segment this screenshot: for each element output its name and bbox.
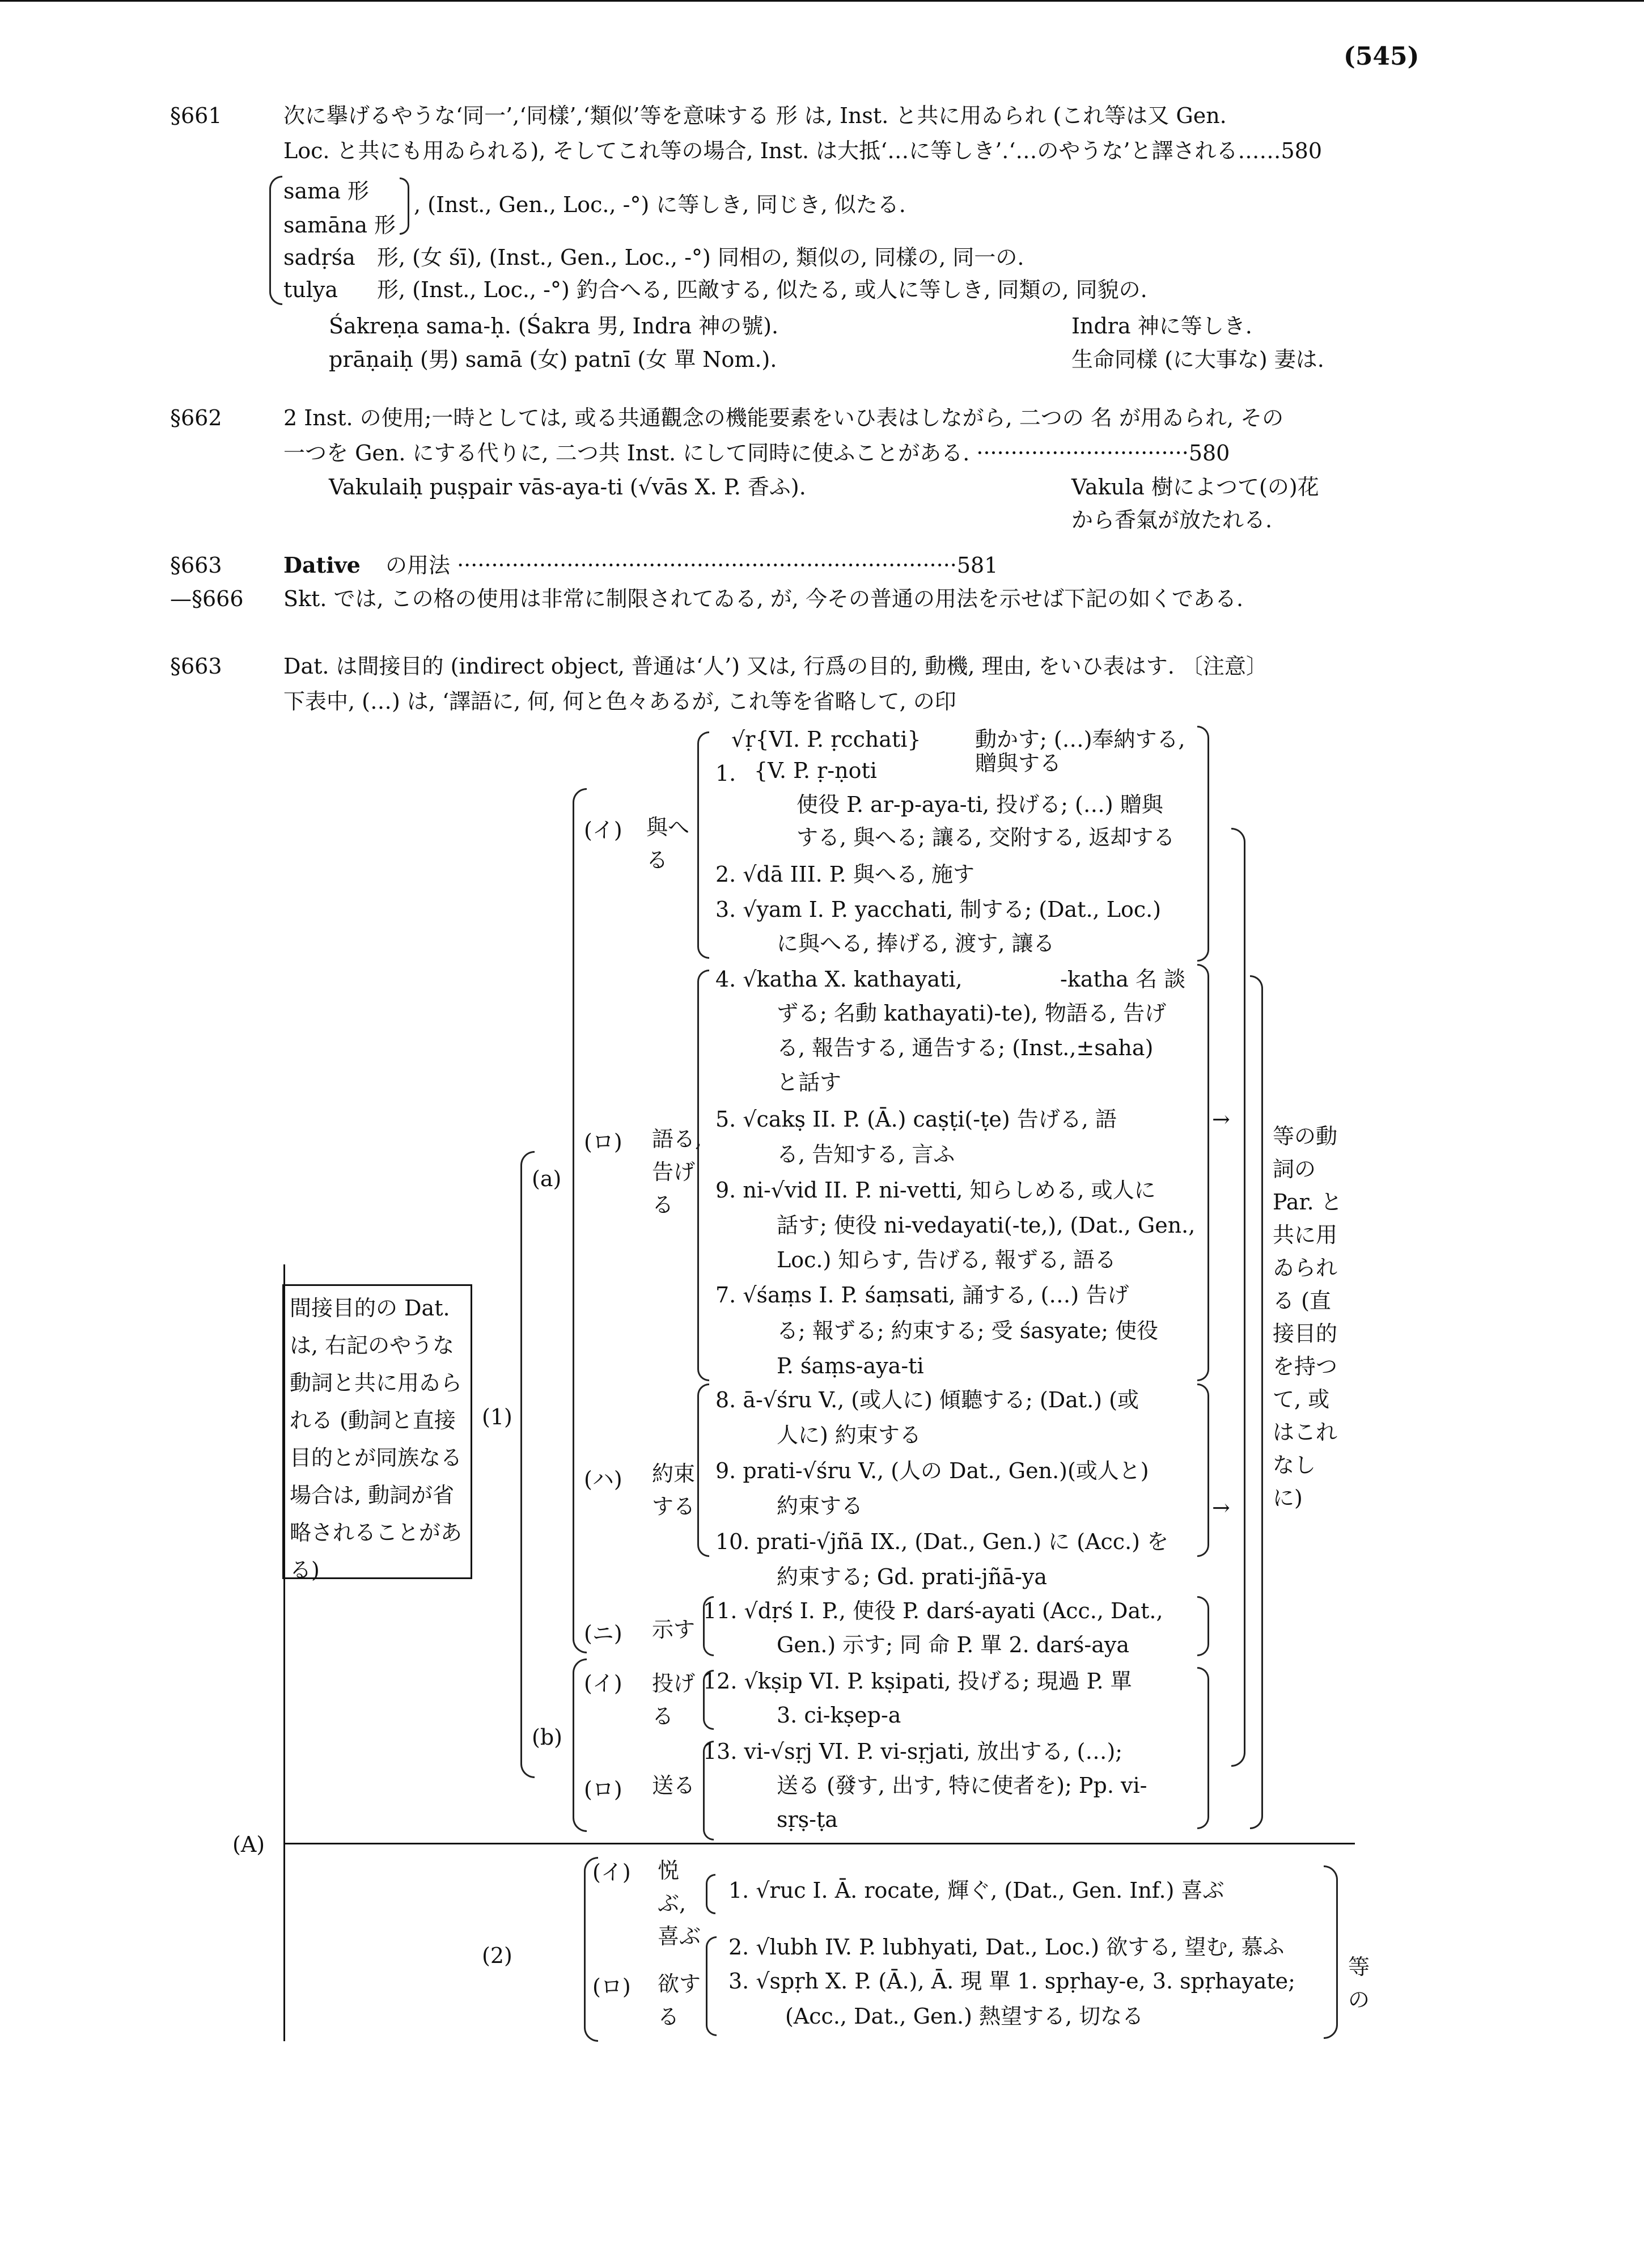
s662-line1: 2 Inst. の使用;一時としては, 或る共通觀念の機能要素をいひ表はしながら, 二つの 名 が用ゐられ, その [283,405,1284,430]
table-a: (a) [532,1166,562,1191]
s663-label: §663 [170,654,222,679]
s661-ex1-skt: Śakreṇa sama-ḥ. (Śakra 男, Indra 神の號). [329,314,779,338]
entry-7c: P. śaṃs-aya-ti [777,1353,924,1378]
label-bi: (イ) [584,1671,622,1696]
entry-2: 2. √dā III. P. 與へる, 施す [715,862,974,887]
s663h-title: Dative [283,552,361,578]
entry-12b: 3. ci-kṣep-a [777,1703,901,1728]
entry-4-katha: -katha 名 談 [1060,967,1186,992]
rbrace-a-outer [1231,828,1245,1767]
label-c2i: (イ) [592,1860,631,1885]
entry-1-num: 1. [715,761,736,786]
label-c2ro-verb: 欲す る [658,1971,701,2029]
s661-label: §661 [170,103,222,128]
entry-5: 5. √cakṣ II. P. (Ā.) caṣṭi(-ṭe) 告げる, 語 [715,1107,1117,1132]
entry-c1: 1. √ruc I. Ā. rocate, 輝ぐ, (Dat., Gen. Inf.) 喜ぶ [728,1878,1224,1903]
s663-line2: 下表中, (…) は, ‘譯語に, 何, 何と色々あるが, これ等を省略して, の印 [283,689,956,714]
entry-11b: Gen.) 示す; 同 命 P. 單 2. darś-aya [777,1632,1130,1657]
s663h-line2: Skt. では, この格の使用は非常に制限されてゐる, が, 今その普通の用法を示せば下記の如くである. [283,586,1244,611]
brace-c2ro [706,1936,717,2036]
entry-9: 9. ni-√vid II. P. ni-vetti, 知らしめる, 或人に [715,1178,1156,1203]
entry-8: 8. ā-√śru V., (或人に) 傾聽する; (Dat.) (或 [715,1387,1139,1412]
brace-a [573,788,587,1653]
arrow-ro: → [1212,1107,1230,1132]
entry-3: 3. √yam I. P. yacchati, 制する; (Dat., Loc.) [715,897,1162,922]
s661-desc-tulya: 形, (Inst., Loc., -°) 釣合へる, 匹敵する, 似たる, 或人に等しき, 同類の, 同貌の. [377,277,1147,302]
label-ro-verb: 語る, 告げ る [652,1127,702,1217]
rbrace-all [1250,975,1263,1829]
rbrace-i [1197,726,1209,962]
s662-label: §662 [170,405,222,430]
s663h-title-rest: の用法 ·········································································581 [385,553,998,578]
s661-sama-brace [400,177,409,235]
entry-c2: 2. √lubh IV. P. lubhyati, Dat., Loc.) 欲する, 望む, 慕ふ [728,1935,1285,1960]
s661-desc-sadrsa: 形, (女 śī), (Inst., Gen., Loc., -°) 同相の, 類似の, 同樣の, 同一の. [377,245,1024,270]
entry-12: 12. √kṣip VI. P. kṣipati, 投げる; 現過 P. 單 [703,1669,1132,1694]
entry-5b: る, 告知する, 言ふ [777,1142,955,1167]
entry-c3: 3. √spṛh X. P. (Ā.), Ā. 現 單 1. spṛhay-e, 3. spṛhayate; [728,1969,1295,1994]
brace-i [697,731,709,959]
label-ha-verb: 約束 する [652,1461,696,1519]
top-rule [0,0,1644,2]
entry-3b: に與へる, 捧げる, 渡す, 讓る [777,931,1055,956]
table-A: (A) [232,1832,265,1857]
s661-line2: Loc. と共にも用ゐられる), そしてこれ等の場合, Inst. は大抵‘…に等しき’.‘…のやうな’と譯される……580 [283,138,1323,163]
entry-10b: 約束する; Gd. prati-jñā-ya [777,1564,1048,1589]
s661-ex2-skt: prāṇaiḥ (男) samā (女) patnī (女 單 Nom.). [329,347,777,372]
rbrace-ha [1197,1383,1209,1557]
rbrace-ro [1197,964,1209,1381]
label-i: (イ) [584,818,622,843]
right-note: 等の動 詞の Par. と 共に用 ゐられ る (直 接目的 を持つ て, 或 はこれ なし に) [1273,1124,1342,1510]
entry-7b: る; 報ずる; 約束する; 受 śasyate; 使役 [777,1318,1159,1343]
label-ni: (ニ) [584,1621,622,1646]
s661-words-brace [269,176,282,305]
s662-ex-jp2: から香氣が放たれる. [1071,507,1273,532]
s663h-label1: §663 [170,553,222,578]
entry-4b: ずる; 名動 kathayati)-te), 物語る, 告げ [777,1001,1167,1026]
s661-ex2-jp: 生命同樣 (に大事な) 妻は. [1071,347,1324,372]
label-nado: 等 の [1348,1954,1370,2012]
label-ha: (ハ) [584,1467,622,1492]
rbrace-ni [1197,1596,1209,1656]
s662-line2: 一つを Gen. にする代りに, 二つ共 Inst. にして同時に使ふことがある. ·······························580 [283,441,1230,466]
table-A-rule [283,1843,1355,1844]
page-number: (545) [1344,42,1420,71]
entry-13b: 送る (發す, 出す, 特に使者を); Pp. vi- [777,1773,1147,1798]
s661-ex1-jp: Indra 神に等しき. [1071,314,1252,338]
brace-n1 [520,1151,535,1778]
label-ro: (ロ) [584,1129,622,1154]
s663h-label2: —§666 [170,586,244,611]
label-bro-verb: 送る [652,1773,696,1798]
label-i-verb: 與へ る [646,815,690,873]
table-n1: (1) [482,1404,512,1429]
table-b: (b) [532,1725,562,1750]
rbrace-c2 [1324,1865,1338,2039]
label-bi-verb: 投げ る [652,1671,696,1729]
entry-9c: Loc.) 知らす, 告げる, 報ずる, 語る [777,1247,1116,1272]
entry-13c: sṛṣ-ṭa [777,1807,838,1832]
s661-line1: 次に擧げるやうな‘同一’,‘同樣’,‘類似’等を意味する 形 は, Inst. と共に用ゐられ (これ等は又 Gen. [283,103,1227,128]
rbrace-b [1197,1667,1209,1829]
entry-9pb: 約束する [777,1493,863,1518]
entry-c3b: (Acc., Dat., Gen.) 熱望する, 切なる [785,2004,1144,2029]
s662-ex-jp1: Vakula 樹によつて(の)花 [1071,475,1319,500]
entry-11: 11. √dṛś I. P., 使役 P. darś-ayati (Acc., Dat., [703,1598,1163,1623]
label-bro: (ロ) [584,1777,622,1802]
s661-word-sama: sama 形 [283,179,369,204]
entry-9b: 話す; 使役 ni-vedayati(-te,), (Dat., Gen., [777,1213,1196,1238]
table-box: 間接目的の Dat. は, 右記のやうな 動詞と共に用ゐら れる (動詞と直接 目的とが同族なる 場合は, 動詞が省 略されることがあ る) [282,1284,472,1579]
s661-word-tulya: tulya [283,277,338,302]
brace-ha [697,1383,709,1557]
brace-ro [697,970,709,1381]
entry-4d: と話す [777,1070,842,1095]
arrow-ha: → [1212,1495,1230,1520]
table-n2: (2) [482,1943,512,1968]
s661-word-sadrsa: sadṛśa [283,245,355,270]
entry-10: 10. prati-√jñā IX., (Dat., Gen.) に (Acc.) を [715,1529,1169,1554]
brace-c2i [706,1874,715,1914]
entry-1-gloss1: 動かす; (…)奉納する, [975,727,1185,752]
entry-1-root2: {V. P. ṛ-ṇoti [754,758,877,783]
entry-8b: 人に) 約束する [777,1423,921,1448]
s661-desc-sama: , (Inst., Gen., Loc., -°) に等しき, 同じき, 似たる. [414,192,906,217]
entry-1-gloss2: 贈與する [975,751,1062,776]
entry-4c: る, 報告する, 通告する; (Inst.,±saha) [777,1035,1154,1060]
entry-7: 7. √śaṃs I. P. śaṃsati, 誦する, (…) 告げ [715,1283,1129,1308]
s663-line1: Dat. は間接目的 (indirect object, 普通は‘人’) 又は, 行爲の目的, 動機, 理由, をいひ表はす. 〔注意〕 [283,654,1268,679]
entry-1-caus: 使役 P. ar-p-aya-ti, 投げる; (…) 贈與 [796,792,1163,817]
entry-13: 13. vi-√sṛj VI. P. vi-sṛjati, 放出する, (…); [703,1739,1123,1764]
s662-ex-skt: Vakulaiḥ puṣpair vās-aya-ti (√vās X. P. 香ふ). [329,475,806,500]
entry-9p: 9. prati-√śru V., (人の Dat., Gen.)(或人と) [715,1458,1149,1483]
entry-4: 4. √katha X. kathayati, [715,967,963,992]
entry-1-caus2: する, 與へる; 讓る, 交附する, 返却する [796,825,1175,850]
s661-word-samana: samāna 形 [283,213,396,238]
entry-1-root: √ṛ{VI. P. ṛcchati} [731,727,921,752]
label-c2i-verb: 悦 ぶ, 喜ぶ [658,1858,701,1949]
label-ni-verb: 示す [652,1617,696,1642]
label-c2ro: (ロ) [592,1974,631,1999]
